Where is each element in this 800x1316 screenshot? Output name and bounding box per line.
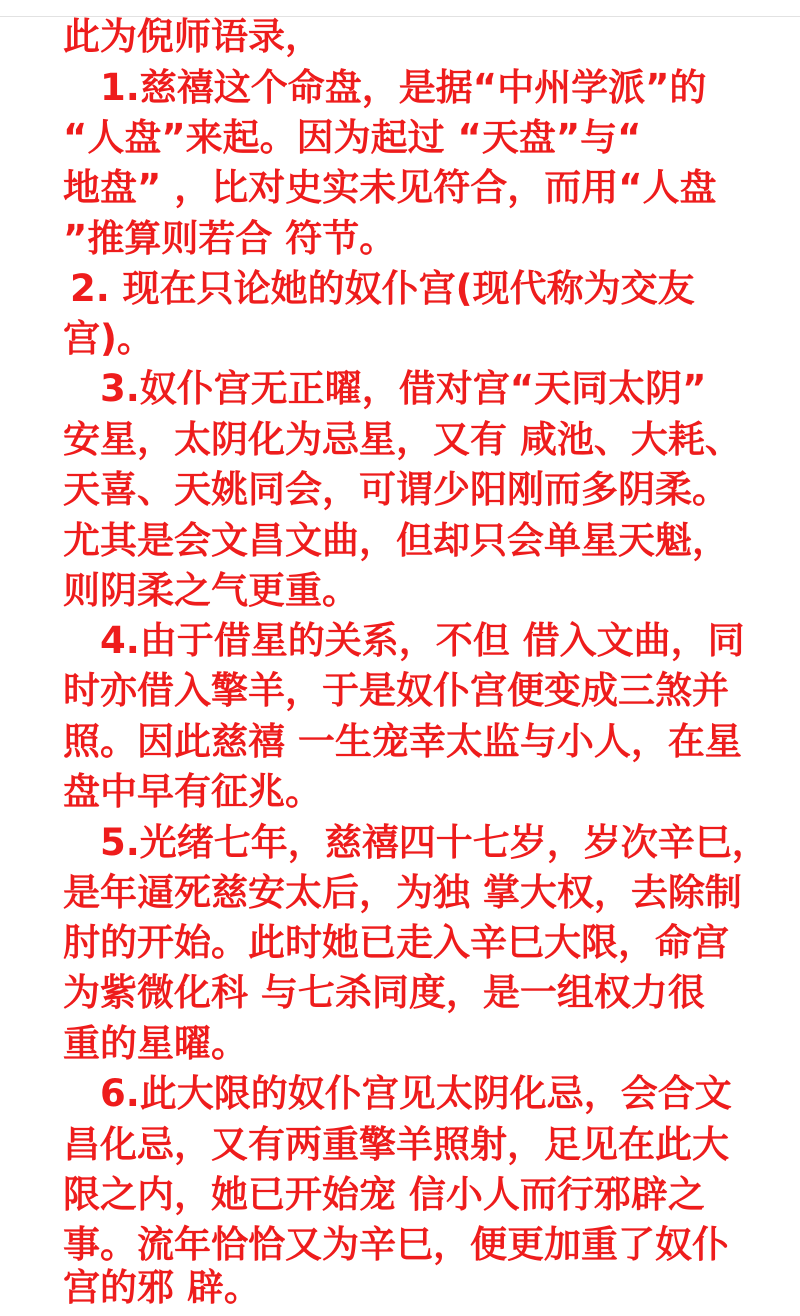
text-line: 则阴柔之气更重。 — [63, 569, 359, 612]
text-line: “人盘”来起。因为起过 “天盘”与“ — [63, 116, 642, 159]
text-line: 宫的邪 辟。 — [63, 1266, 261, 1309]
text-line: 限之内，她已开始宠 信小人而行邪辟之 — [63, 1173, 705, 1216]
text-line: 重的星曜。 — [63, 1022, 248, 1065]
text-line-item4-start: 4.由于借星的关系，不但 借入文曲，同 — [100, 619, 745, 662]
text-line: 为紫微化科 与七杀同度，是一组权力很 — [63, 971, 705, 1014]
text-line: 安星，太阴化为忌星，又有 咸池、大耗、 — [63, 418, 742, 461]
text-line: 地盘” ，比对史实未见符合，而用“人盘 — [63, 166, 717, 209]
text-line: 时亦借入擎羊，于是奴仆宫便变成三煞并 — [63, 669, 729, 712]
text-line: 事。流年恰恰又为辛巳，便更加重了奴仆 — [63, 1223, 729, 1266]
text-line: 盘中早有征兆。 — [63, 770, 322, 813]
text-line: 昌化忌，又有两重擎羊照射，足见在此大 — [63, 1123, 729, 1166]
text-line-item3-start: 3.奴仆宫无正曜，借对宫“天同太阴” — [100, 367, 707, 410]
text-line-intro: 此为倪师语录， — [63, 15, 322, 58]
text-line: 尤其是会文昌文曲，但却只会单星天魁， — [63, 519, 729, 562]
text-line: 照。因此慈禧 一生宠幸太监与小人，在星 — [63, 720, 742, 763]
text-line: 宫)。 — [63, 317, 154, 360]
text-line-item5-start: 5.光绪七年，慈禧四十七岁，岁次辛巳， — [100, 821, 769, 864]
text-line: 是年逼死慈安太后，为独 掌大权，去除制 — [63, 871, 742, 914]
text-line-item2-start: 2. 现在只论她的奴仆宫(现代称为交友 — [70, 267, 695, 310]
text-line-item6-start: 6.此大限的奴仆宫见太阴化忌，会合文 — [100, 1072, 732, 1115]
text-line: 肘的开始。此时她已走入辛巳大限，命宫 — [63, 921, 729, 964]
text-line: 天喜、天姚同会，可谓少阳刚而多阴柔。 — [63, 468, 729, 511]
text-line-item1-start: 1.慈禧这个命盘，是据“中州学派”的 — [100, 66, 707, 109]
text-line: ”推算则若合 符节。 — [63, 217, 397, 260]
